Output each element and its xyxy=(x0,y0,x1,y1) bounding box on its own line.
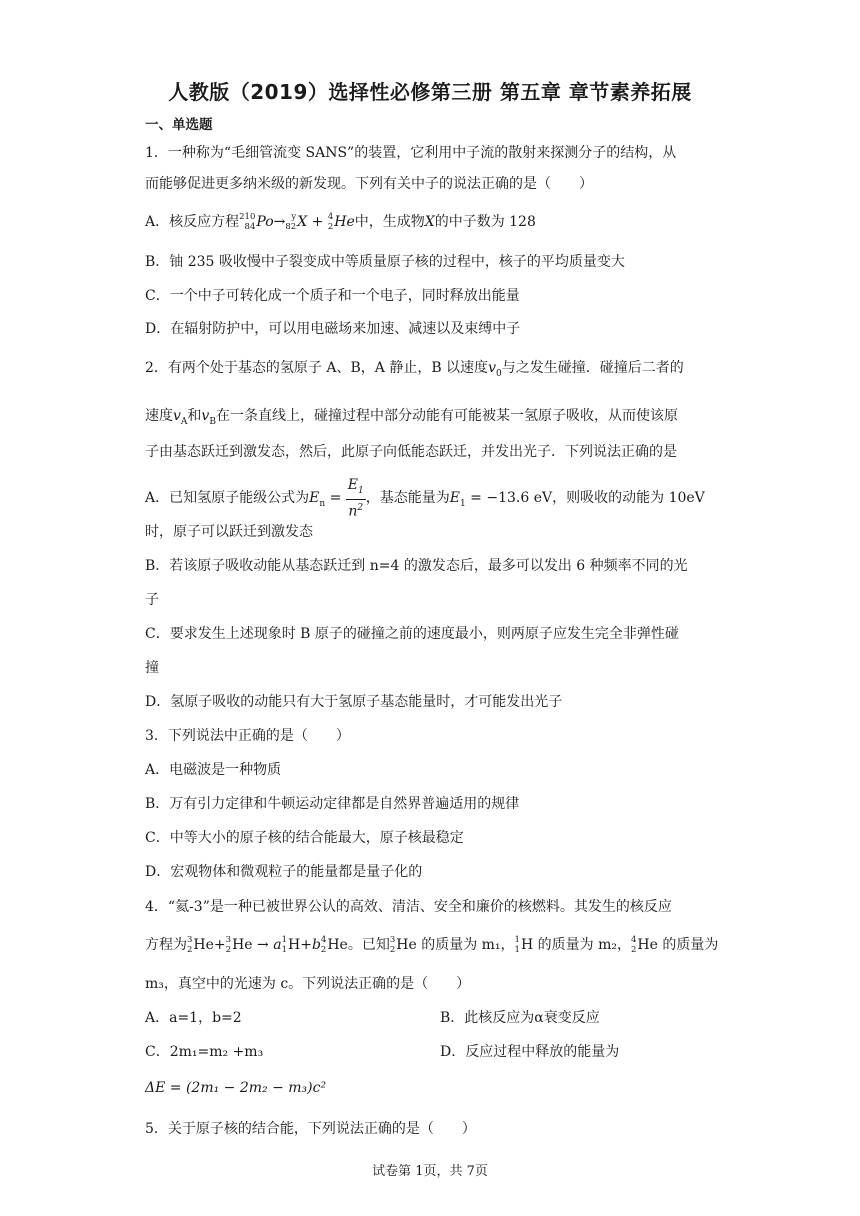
q2-option-d: D．氢原子吸收的动能只有大于氢原子基态能量时，才可能发出光子 xyxy=(145,694,563,710)
q2-option-c-line2: 撞 xyxy=(145,660,159,676)
q3-option-b: B．万有引力定律和牛顿运动定律都是自然界普遍适用的规律 xyxy=(145,796,520,812)
q2-option-c-line1: C．要求发生上述现象时 B 原子的碰撞之前的速度最小，则两原子应发生完全非弹性碰 xyxy=(145,626,679,642)
q4-stem-line2: 方程为 3 2 He+ 3 2 He → a 1 1 H+b 4 2 He。已知 3 2 He 的质量为 m₁， 1 1 H 的质量为 m₂， 4 2 He 的质量为 xyxy=(145,935,719,955)
q4-option-d: D．反应过程中释放的能量为 xyxy=(440,1044,620,1060)
q2-stem-line2: 速度$v_A$和$v_B$在一条直线上，碰撞过程中部分动能有可能被某一氢原子吸收，从而使该原 xyxy=(145,408,678,427)
page-title: 人教版（2019）选择性必修第三册 第五章 章节素养拓展 xyxy=(168,80,692,104)
q1-stem-line1: 1．一种称为“毛细管流变 SANS”的装置，它利用中子流的散射来探测分子的结构，从 xyxy=(145,145,677,161)
q3-option-c: C．中等大小的原子核的结合能最大，原子核最稳定 xyxy=(145,830,464,846)
q1-option-d: D．在辐射防护中，可以用电磁场来加速、减速以及束缚中子 xyxy=(145,321,521,337)
q5-stem: 5．关于原子核的结合能，下列说法正确的是（ ） xyxy=(145,1121,476,1137)
q3-option-a: A．电磁波是一种物质 xyxy=(145,762,282,778)
q2-stem-line3: 子由基态跃迁到激发态，然后，此原子向低能态跃迁，并发出光子．下列说法正确的是 xyxy=(145,444,677,460)
q2-option-a: A．已知氢原子能级公式为$E_n$ = $\frac{E_1}{n^2}$ ，基态能量为$E_1 = -13.6$ eV，则吸收的动能为 10eV xyxy=(145,477,705,520)
q3-option-d: D．宏观物体和微观粒子的能量都是量子化的 xyxy=(145,864,423,880)
q2-option-b-line1: B．若该原子吸收动能从基态跃迁到 n=4 的激发态后，最多可以发出 6 种频率不同的光 xyxy=(145,558,688,574)
q2-option-b-line2: 子 xyxy=(145,592,159,608)
q4-option-c: C．2m₁=m₂ +m₃ xyxy=(145,1044,264,1060)
q1-stem-line2: 而能够促进更多纳米级的新发现。下列有关中子的说法正确的是（ ） xyxy=(145,176,593,192)
q1-option-a: A．核反应方程 210 84 Po→ y 82 X + 4 2 He中，生成物X的中子数为 128 xyxy=(145,212,536,232)
page-footer: 试卷第 1页，共 7页 xyxy=(372,1164,488,1179)
q4-option-d-formula: ΔE = (2m₁ − 2m₂ − m₃)c² xyxy=(145,1080,327,1096)
q4-stem-line1: 4．“氦-3”是一种已被世界公认的高效、清洁、安全和廉价的核燃料。其发生的核反应 xyxy=(145,899,672,915)
q2-stem-line1: 2．有两个处于基态的氢原子 A、B，A 静止，B 以速度$v_0$与之发生碰撞．碰撞后二者的 xyxy=(145,360,684,379)
q3-stem: 3．下列说法中正确的是（ ） xyxy=(145,728,350,744)
energy-fraction: $\frac{E_1}{n^2}$ xyxy=(347,477,364,520)
q1-option-c: C．一个中子可转化成一个质子和一个电子，同时释放出能量 xyxy=(145,288,520,304)
q4-option-b: B．此核反应为α衰变反应 xyxy=(440,1010,600,1026)
q4-stem-line3: m₃，真空中的光速为 c。下列说法正确的是（ ） xyxy=(145,976,471,992)
section-heading: 一、单选题 xyxy=(145,117,213,133)
q4-option-a: A．a=1，b=2 xyxy=(145,1010,242,1026)
q2-option-a-line2: 时，原子可以跃迁到激发态 xyxy=(145,524,313,540)
po-nuclide: 210 84 xyxy=(239,212,256,232)
q1-option-b: B．铀 235 吸收慢中子裂变成中等质量原子核的过程中，核子的平均质量变大 xyxy=(145,254,625,270)
